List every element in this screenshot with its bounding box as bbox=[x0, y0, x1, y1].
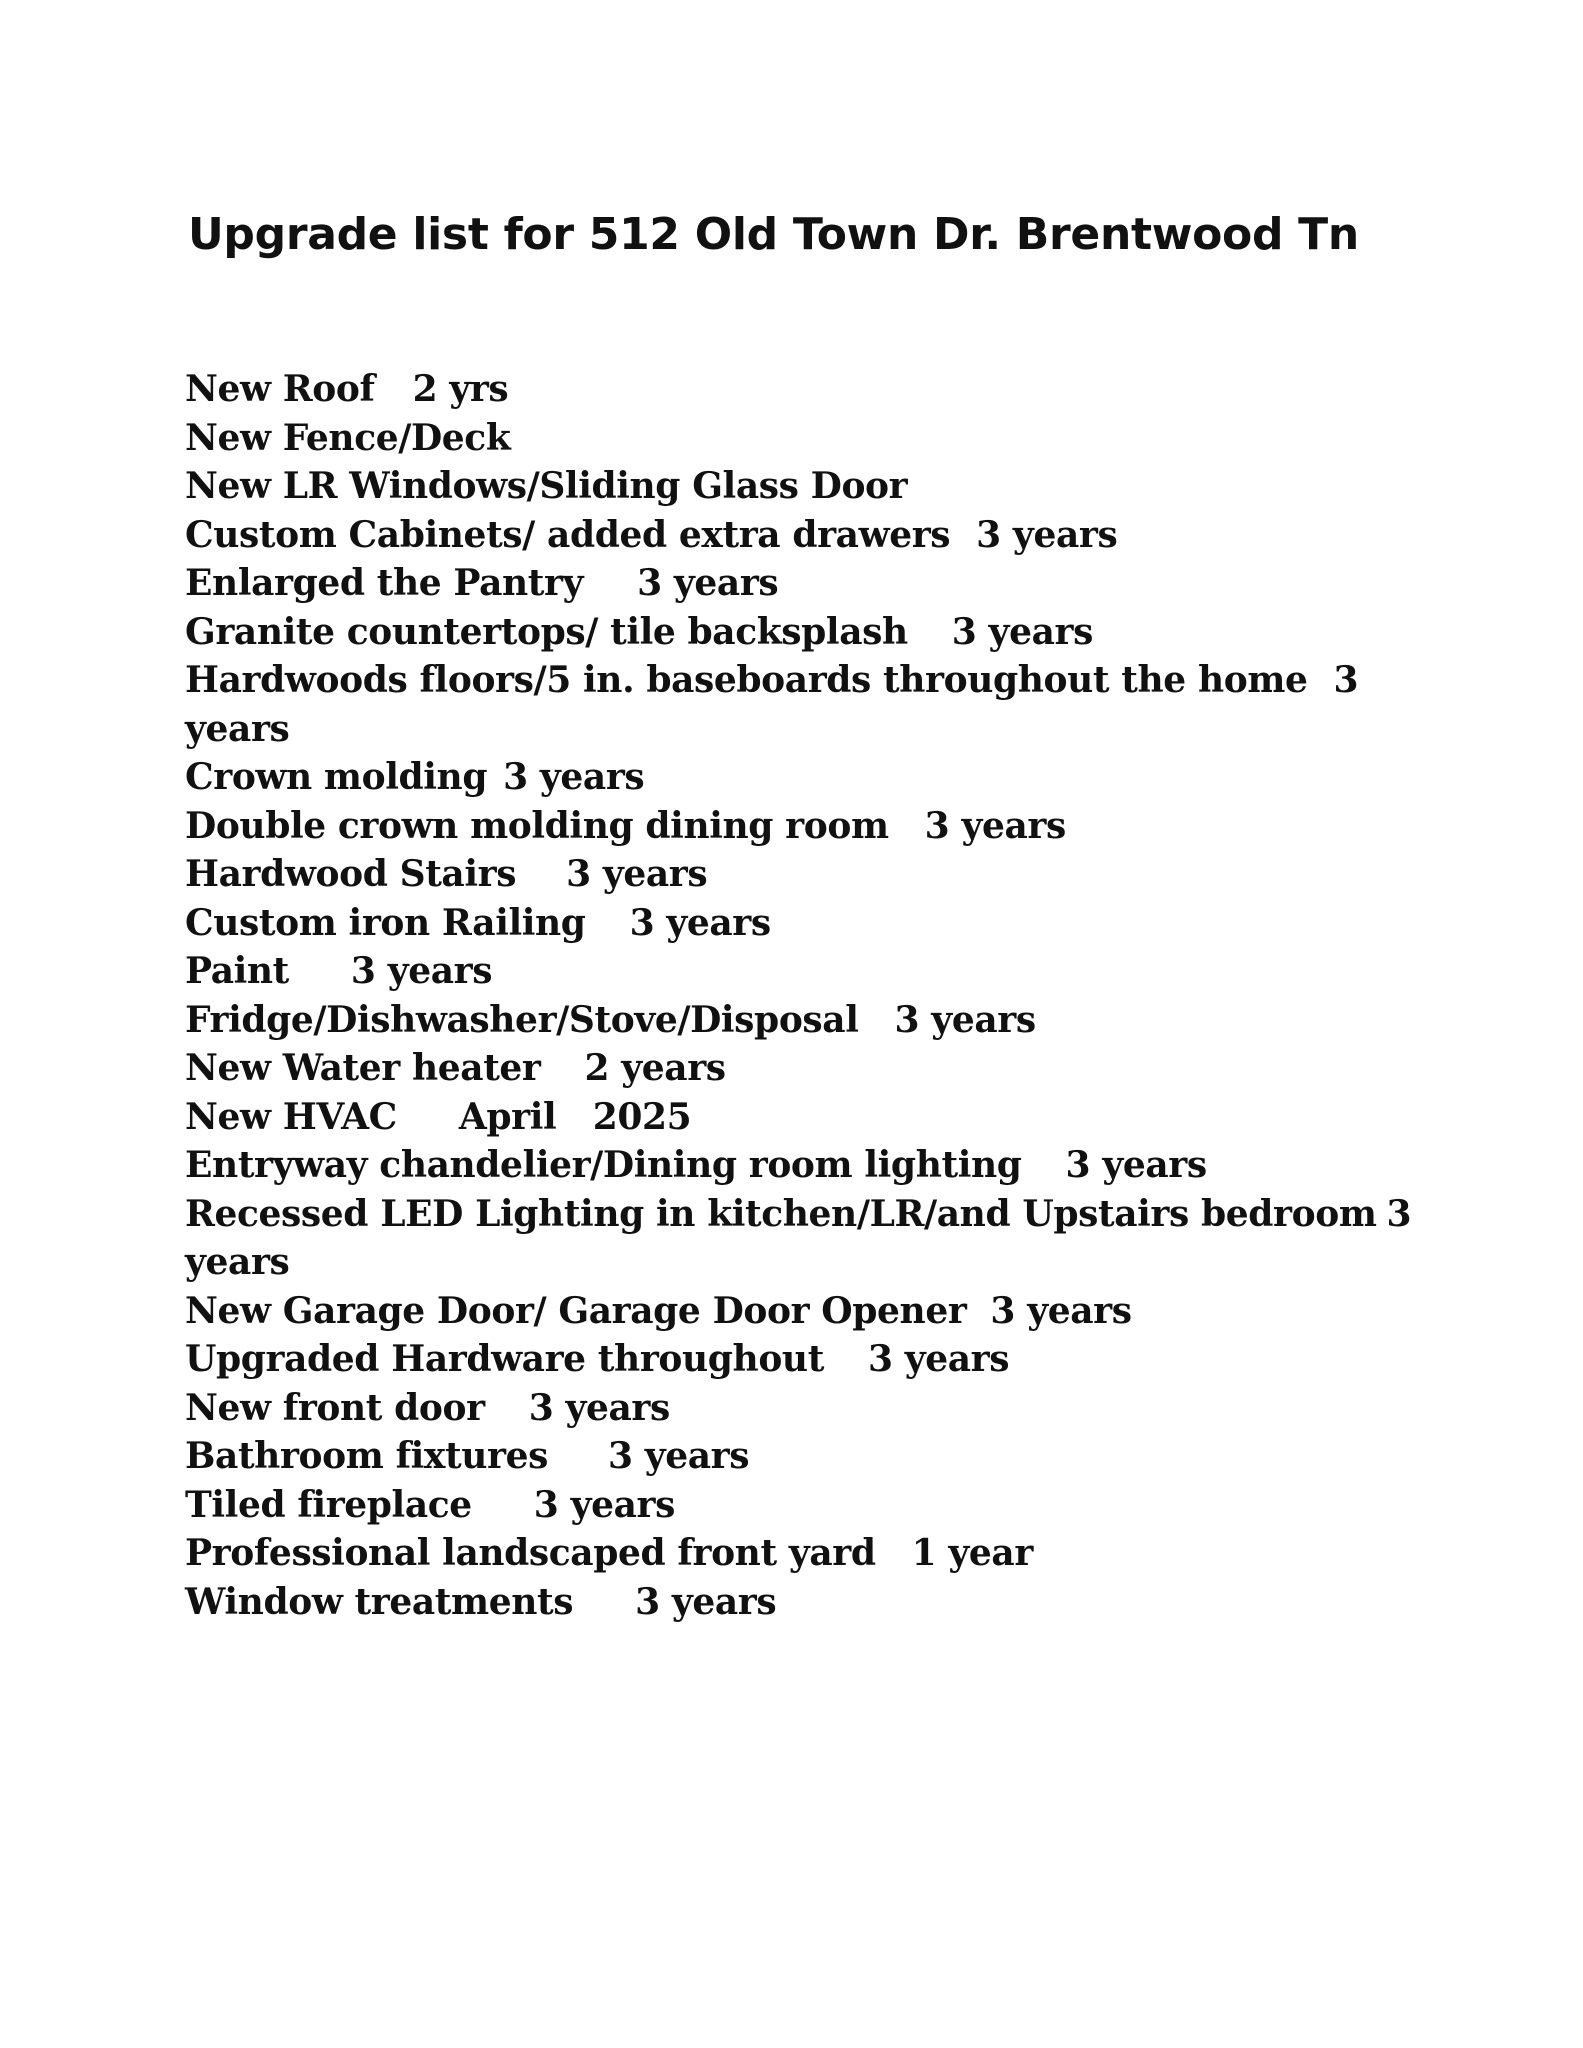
list-item bbox=[185, 947, 1415, 996]
item-age: 1 year bbox=[911, 1532, 1033, 1574]
item-age: 3 years bbox=[533, 1483, 675, 1526]
item-label: Recessed LED Lighting in kitchen/LR/and Upstairs bedroom bbox=[185, 1192, 1377, 1235]
item-age: 3 years bbox=[990, 1289, 1132, 1332]
item-age: 3 years bbox=[185, 659, 1371, 750]
item-label: New HVAC bbox=[185, 1095, 397, 1138]
item-label: Paint bbox=[185, 950, 289, 992]
item-label: Custom Cabinets/ added extra drawers bbox=[185, 513, 951, 556]
list-item bbox=[185, 365, 1415, 414]
item-label: Crown molding bbox=[185, 756, 488, 798]
item-label: Bathroom fixtures bbox=[185, 1435, 548, 1477]
item-label: New Water heater bbox=[185, 1047, 541, 1089]
item-age: 3 years bbox=[503, 756, 645, 798]
list-item bbox=[185, 1093, 1415, 1142]
list-item bbox=[185, 656, 1415, 753]
item-label: Upgraded Hardware throughout bbox=[185, 1338, 824, 1380]
item-age: 3 years bbox=[629, 901, 771, 944]
item-label: New Garage Door/ Garage Door Opener bbox=[185, 1289, 967, 1332]
item-age: 3 years bbox=[637, 562, 779, 604]
item-label: New Fence/Deck bbox=[185, 416, 511, 459]
list-item bbox=[185, 1044, 1415, 1093]
item-label: Double crown molding dining room bbox=[185, 804, 889, 847]
document-title: Upgrade list for 512 Old Town Dr. Brentwood Tn bbox=[188, 209, 1359, 260]
item-age: 3 years bbox=[635, 1580, 777, 1623]
list-item bbox=[185, 899, 1415, 948]
item-age: 3 years bbox=[607, 1435, 750, 1477]
item-label: Hardwoods floors/5 in. baseboards throughout the home bbox=[185, 659, 1308, 701]
item-label: Custom iron Railing bbox=[185, 901, 586, 944]
list-item bbox=[185, 462, 1415, 511]
item-age: 2 yrs bbox=[412, 368, 509, 410]
list-item bbox=[185, 802, 1415, 851]
list-item bbox=[185, 1384, 1415, 1433]
item-label: Window treatments bbox=[185, 1580, 574, 1623]
list-item bbox=[185, 850, 1415, 899]
item-age: 3 years bbox=[566, 853, 708, 895]
item-label: Granite countertops/ tile backsplash bbox=[185, 610, 908, 653]
list-item bbox=[185, 1190, 1424, 1287]
item-age: 3 years bbox=[894, 998, 1036, 1041]
list-item bbox=[185, 511, 1415, 560]
item-age: 3 years bbox=[1065, 1144, 1207, 1186]
list-item bbox=[185, 1481, 1415, 1530]
list-item bbox=[185, 1529, 1415, 1578]
item-label: New front door bbox=[185, 1386, 485, 1429]
list-item bbox=[185, 1578, 1415, 1627]
item-age: 3 years bbox=[951, 610, 1093, 653]
list-item bbox=[185, 996, 1415, 1045]
list-item bbox=[185, 1141, 1415, 1190]
list-item bbox=[185, 753, 1415, 802]
item-label: Hardwood Stairs bbox=[185, 853, 517, 895]
item-label: Enlarged the Pantry bbox=[185, 562, 584, 604]
list-item bbox=[185, 1287, 1415, 1336]
item-age: 3 years bbox=[528, 1386, 670, 1429]
item-label: Fridge/Dishwasher/Stove/Disposal bbox=[185, 998, 859, 1041]
item-age: 3 years bbox=[867, 1338, 1010, 1380]
item-age: 3 years bbox=[924, 804, 1066, 847]
item-label: Entryway chandelier/Dining room lighting bbox=[185, 1144, 1022, 1186]
item-age: 2 years bbox=[584, 1047, 726, 1089]
upgrade-list bbox=[185, 365, 1424, 1626]
item-age: 3 years bbox=[976, 513, 1118, 556]
item-age: April 2025 bbox=[458, 1095, 692, 1138]
item-label: Tiled fireplace bbox=[185, 1483, 472, 1526]
item-age: 3 years bbox=[350, 950, 493, 992]
list-item bbox=[185, 414, 1415, 463]
item-age: 3 years bbox=[185, 1192, 1424, 1283]
item-label: New Roof bbox=[185, 368, 375, 410]
list-item bbox=[185, 559, 1415, 608]
list-item bbox=[185, 1432, 1415, 1481]
list-item bbox=[185, 608, 1415, 657]
list-item bbox=[185, 1335, 1415, 1384]
item-label: Professional landscaped front yard bbox=[185, 1532, 876, 1574]
item-label: New LR Windows/Sliding Glass Door bbox=[185, 465, 908, 507]
